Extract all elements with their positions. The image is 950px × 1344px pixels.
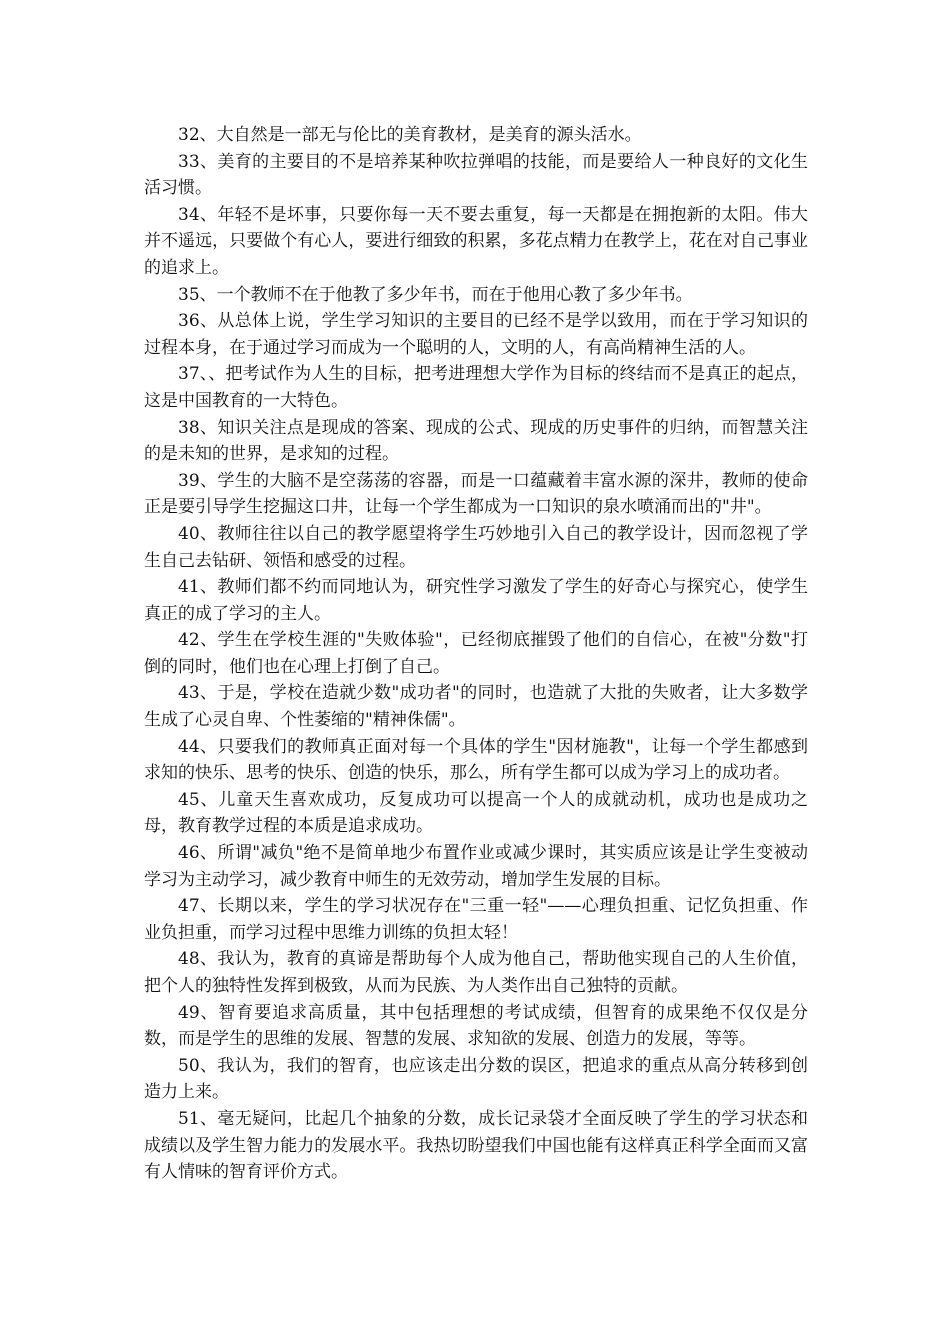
paragraph-33: 33、美育的主要目的不是培养某种吹拉弹唱的技能，而是要给人一种良好的文化生活习惯。 (144, 151, 808, 199)
paragraph-40: 40、教师往往以自己的教学愿望将学生巧妙地引入自己的教学设计，因而忽视了学生自己去钻研、领悟和感受的过程。 (144, 523, 808, 571)
paragraph-50: 50、我认为，我们的智育，也应该走出分数的误区，把追求的重点从高分转移到创造力上来。 (144, 1055, 808, 1103)
paragraph-49: 49、智育要追求高质量，其中包括理想的考试成绩，但智育的成果绝不仅仅是分数，而是学生的思维的发展、智慧的发展、求知欲的发展、创造力的发展，等等。 (144, 1002, 808, 1050)
paragraph-32: 32、大自然是一部无与伦比的美育教材，是美育的源头活水。 (178, 125, 642, 145)
paragraph-35: 35、一个教师不在于他教了多少年书，而在于他用心教了多少年书。 (178, 284, 693, 305)
paragraph-51: 51、毫无疑问，比起几个抽象的分数，成长记录袋才全面反映了学生的学习状态和成绩以及学生智力能力的发展水平。我热切盼望我们中国也能有这样真正科学全面而又富有人情味的智育评价方式。 (144, 1108, 808, 1183)
paragraph-48: 48、我认为，教育的真谛是帮助每个人成为他自己，帮助他实现自己的人生价值，把个人的独特性发挥到极致，从而为民族、为人类作出自己独特的贡献。 (144, 949, 808, 996)
paragraph-39: 39、学生的大脑不是空荡荡的容器，而是一口蕴藏着丰富水源的深井，教师的使命正是要引导学生挖掘这口井，让每一个学生都成为一口知识的泉水喷涌而出的"井"。 (144, 470, 808, 518)
paragraph-42: 42、学生在学校生涯的"失败体验"，已经彻底摧毁了他们的自信心，在被"分数"打倒的同时，他们也在心理上打倒了自己。 (144, 630, 808, 677)
paragraph-37: 37、、把考试作为人生的目标，把考进理想大学作为目标的终结而不是真正的起点，这是中国教育的一大特色。 (144, 364, 808, 411)
paragraph-43: 43、于是，学校在造就少数"成功者"的同时，也造就了大批的失败者，让大多数学生成了心灵自卑、个性萎缩的"精神侏儒"。 (144, 683, 808, 731)
paragraph-34: 34、年轻不是坏事，只要你每一天不要去重复，每一天都是在拥抱新的太阳。伟大并不遥远，只要做个有心人，要进行细致的积累，多花点精力在教学上，花在对自己事业的追求上。 (144, 204, 808, 278)
document-body (144, 122, 808, 1186)
paragraph-44: 44、只要我们的教师真正面对每一个具体的学生"因材施教"，让每一个学生都感到求知的快乐、思考的快乐、创造的快乐，那么，所有学生都可以成为学习上的成功者。 (144, 736, 808, 784)
paragraph-41: 41、教师们都不约而同地认为，研究性学习激发了学生的好奇心与探究心，使学生真正的成了学习的主人。 (144, 577, 808, 624)
paragraph-38: 38、知识关注点是现成的答案、现成的公式、现成的历史事件的归纳，而智慧关注的是未知的世界，是求知的过程。 (144, 417, 808, 465)
paragraph-46: 46、所谓"减负"绝不是简单地少布置作业或减少课时，其实质应该是让学生变被动学习为主动学习，减少教育中师生的无效劳动，增加学生发展的目标。 (144, 843, 808, 890)
paragraph-45: 45、儿童天生喜欢成功，反复成功可以提高一个人的成就动机，成功也是成功之母，教育教学过程的本质是追求成功。 (144, 789, 808, 837)
paragraph-36: 36、从总体上说，学生学习知识的主要目的已经不是学以致用，而在于学习知识的过程本身，在于通过学习而成为一个聪明的人，文明的人，有高尚精神生活的人。 (144, 311, 808, 358)
paragraph-47: 47、长期以来，学生的学习状况存在"三重一轻"——心理负担重、记忆负担重、作业负担重，而学习过程中思维力训练的负担太轻！ (144, 896, 808, 943)
